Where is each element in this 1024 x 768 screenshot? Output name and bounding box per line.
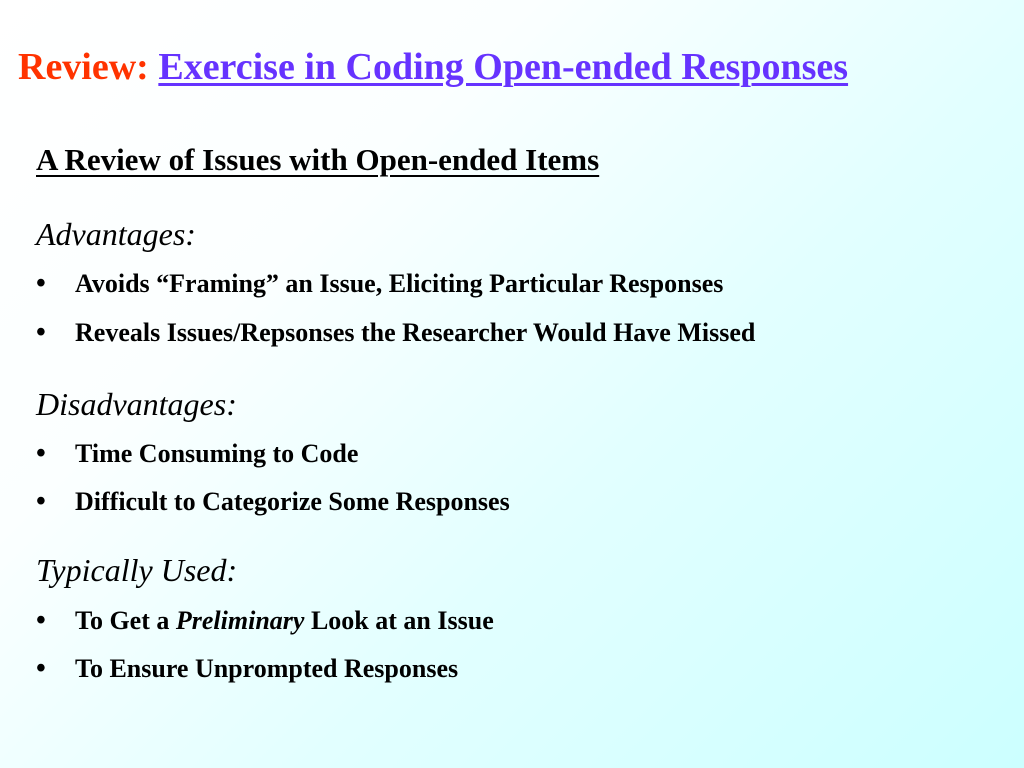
bullet-dot-icon: • xyxy=(36,486,46,517)
list-item-text: Time Consuming to Code xyxy=(75,439,359,468)
list-item xyxy=(36,649,458,689)
bullet-dot-icon: • xyxy=(36,605,46,636)
section-heading-disadvantages: Disadvantages: xyxy=(36,386,237,422)
bullet-dot-icon: • xyxy=(36,438,46,469)
slide-subtitle: A Review of Issues with Open-ended Items xyxy=(36,142,600,177)
list-item-text-after: Look at an Issue xyxy=(304,606,494,635)
list-item xyxy=(36,264,723,304)
list-item-text: Difficult to Categorize Some Responses xyxy=(75,487,510,516)
title-prefix: Review: xyxy=(18,46,149,88)
list-item xyxy=(36,482,510,522)
list-item-text: Avoids “Framing” an Issue, Eliciting Particular Responses xyxy=(75,269,724,298)
list-item-text: To Ensure Unprompted Responses xyxy=(75,654,459,683)
list-item-text-emphasis: Preliminary xyxy=(175,606,305,635)
list-item xyxy=(36,434,358,474)
list-item-text: Reveals Issues/Repsonses the Researcher Would Have Missed xyxy=(75,318,756,347)
list-item-text-before: To Get a xyxy=(75,606,176,635)
section-heading-advantages: Advantages: xyxy=(36,216,196,252)
list-item xyxy=(36,601,494,641)
slide-title xyxy=(18,42,1018,92)
bullet-dot-icon: • xyxy=(36,268,46,299)
list-item-text xyxy=(75,601,494,641)
section-heading-typically-used: Typically Used: xyxy=(36,552,238,588)
title-link[interactable]: Exercise in Coding Open-ended Responses xyxy=(158,46,849,88)
list-item xyxy=(36,313,755,353)
bullet-dot-icon: • xyxy=(36,317,46,348)
bullet-dot-icon: • xyxy=(36,653,46,684)
